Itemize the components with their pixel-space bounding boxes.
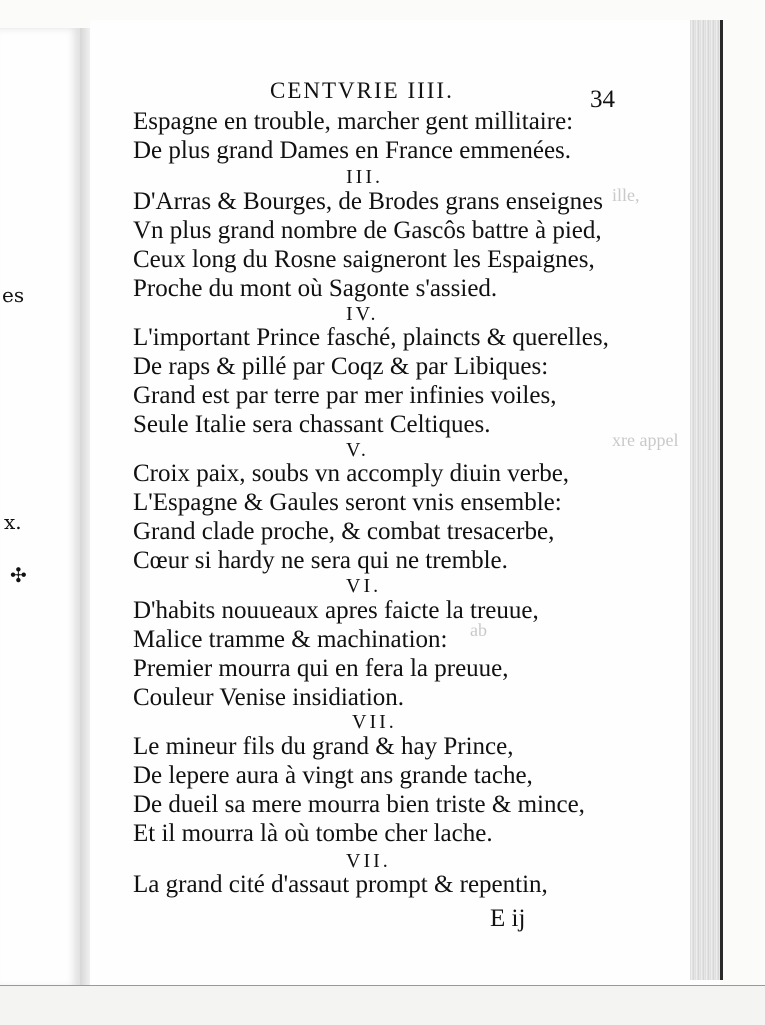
verse-line: L'important Prince fasché, plaincts & querelles, (133, 324, 609, 351)
quatrain-numeral: V. (346, 439, 369, 461)
verse-line: Croix paix, soubs vn accomply diuin verbe, (133, 460, 570, 487)
verse-line: Espagne en trouble, marcher gent millitaire: (133, 108, 574, 135)
left-page-fragment-1: es (2, 283, 25, 307)
verse-line: Couleur Venise insidiation. (133, 684, 405, 711)
quatrain-numeral: VII. (352, 711, 397, 733)
verse-line: Grand clade proche, & combat tresacerbe, (133, 518, 555, 545)
page-edges (690, 20, 723, 980)
verse-line: De raps & pillé par Coqz & par Libiques: (133, 353, 549, 380)
verse-line: Et il mourra là où tombe cher lache. (133, 820, 493, 847)
bleed-through-text: ab (470, 620, 487, 640)
verse-line: Premier mourra qui en fera la preuue, (133, 655, 509, 682)
verse-line: Le mineur fils du grand & hay Prince, (133, 733, 514, 760)
quatrain-numeral: IV. (346, 303, 379, 325)
verse-line: L'Espagne & Gaules seront vnis ensemble: (133, 489, 562, 516)
verse-line: La grand cité d'assaut prompt & repentin, (133, 871, 548, 898)
quatrain-numeral: III. (346, 166, 383, 188)
verse-line: De dueil sa mere mourra bien triste & mince, (133, 791, 585, 818)
verse-line: Cœur si hardy ne sera qui ne tremble. (133, 547, 508, 574)
quatrain-numeral: VII. (346, 850, 391, 872)
verse-line: D'Arras & Bourges, de Brodes grans enseignes (133, 188, 603, 215)
left-page-edge (0, 28, 82, 988)
bleed-through-text: ille, (612, 185, 640, 205)
verse-line: Proche du mont où Sagonte s'assied. (133, 275, 498, 302)
quatrain-numeral: VI. (346, 575, 382, 597)
left-page-ornament: ✣ (10, 563, 27, 587)
verse-line: Grand est par terre par mer infinies voiles, (133, 382, 557, 409)
scan-bottom-edge (0, 985, 765, 1025)
verse-line: Ceux long du Rosne saigneront les Espaignes, (133, 246, 595, 273)
verse-line: Malice tramme & machination: (133, 626, 448, 653)
left-page-fragment-2: x. (4, 510, 22, 534)
verse-line: D'habits nouueaux apres faicte la treuue, (133, 597, 539, 624)
verse-line: Seule Italie sera chassant Celtiques. (133, 411, 491, 438)
verse-line: De plus grand Dames en France emmenées. (133, 137, 572, 164)
bleed-through-text: xre appel (612, 430, 679, 450)
verse-line: Vn plus grand nombre de Gascôs battre à pied, (133, 217, 602, 244)
page-number: 34 (590, 86, 615, 113)
verse-line: De lepere aura à vingt ans grande tache, (133, 762, 533, 789)
running-title: CENTVRIE IIII. (270, 78, 454, 103)
signature-mark: E ij (490, 905, 526, 932)
